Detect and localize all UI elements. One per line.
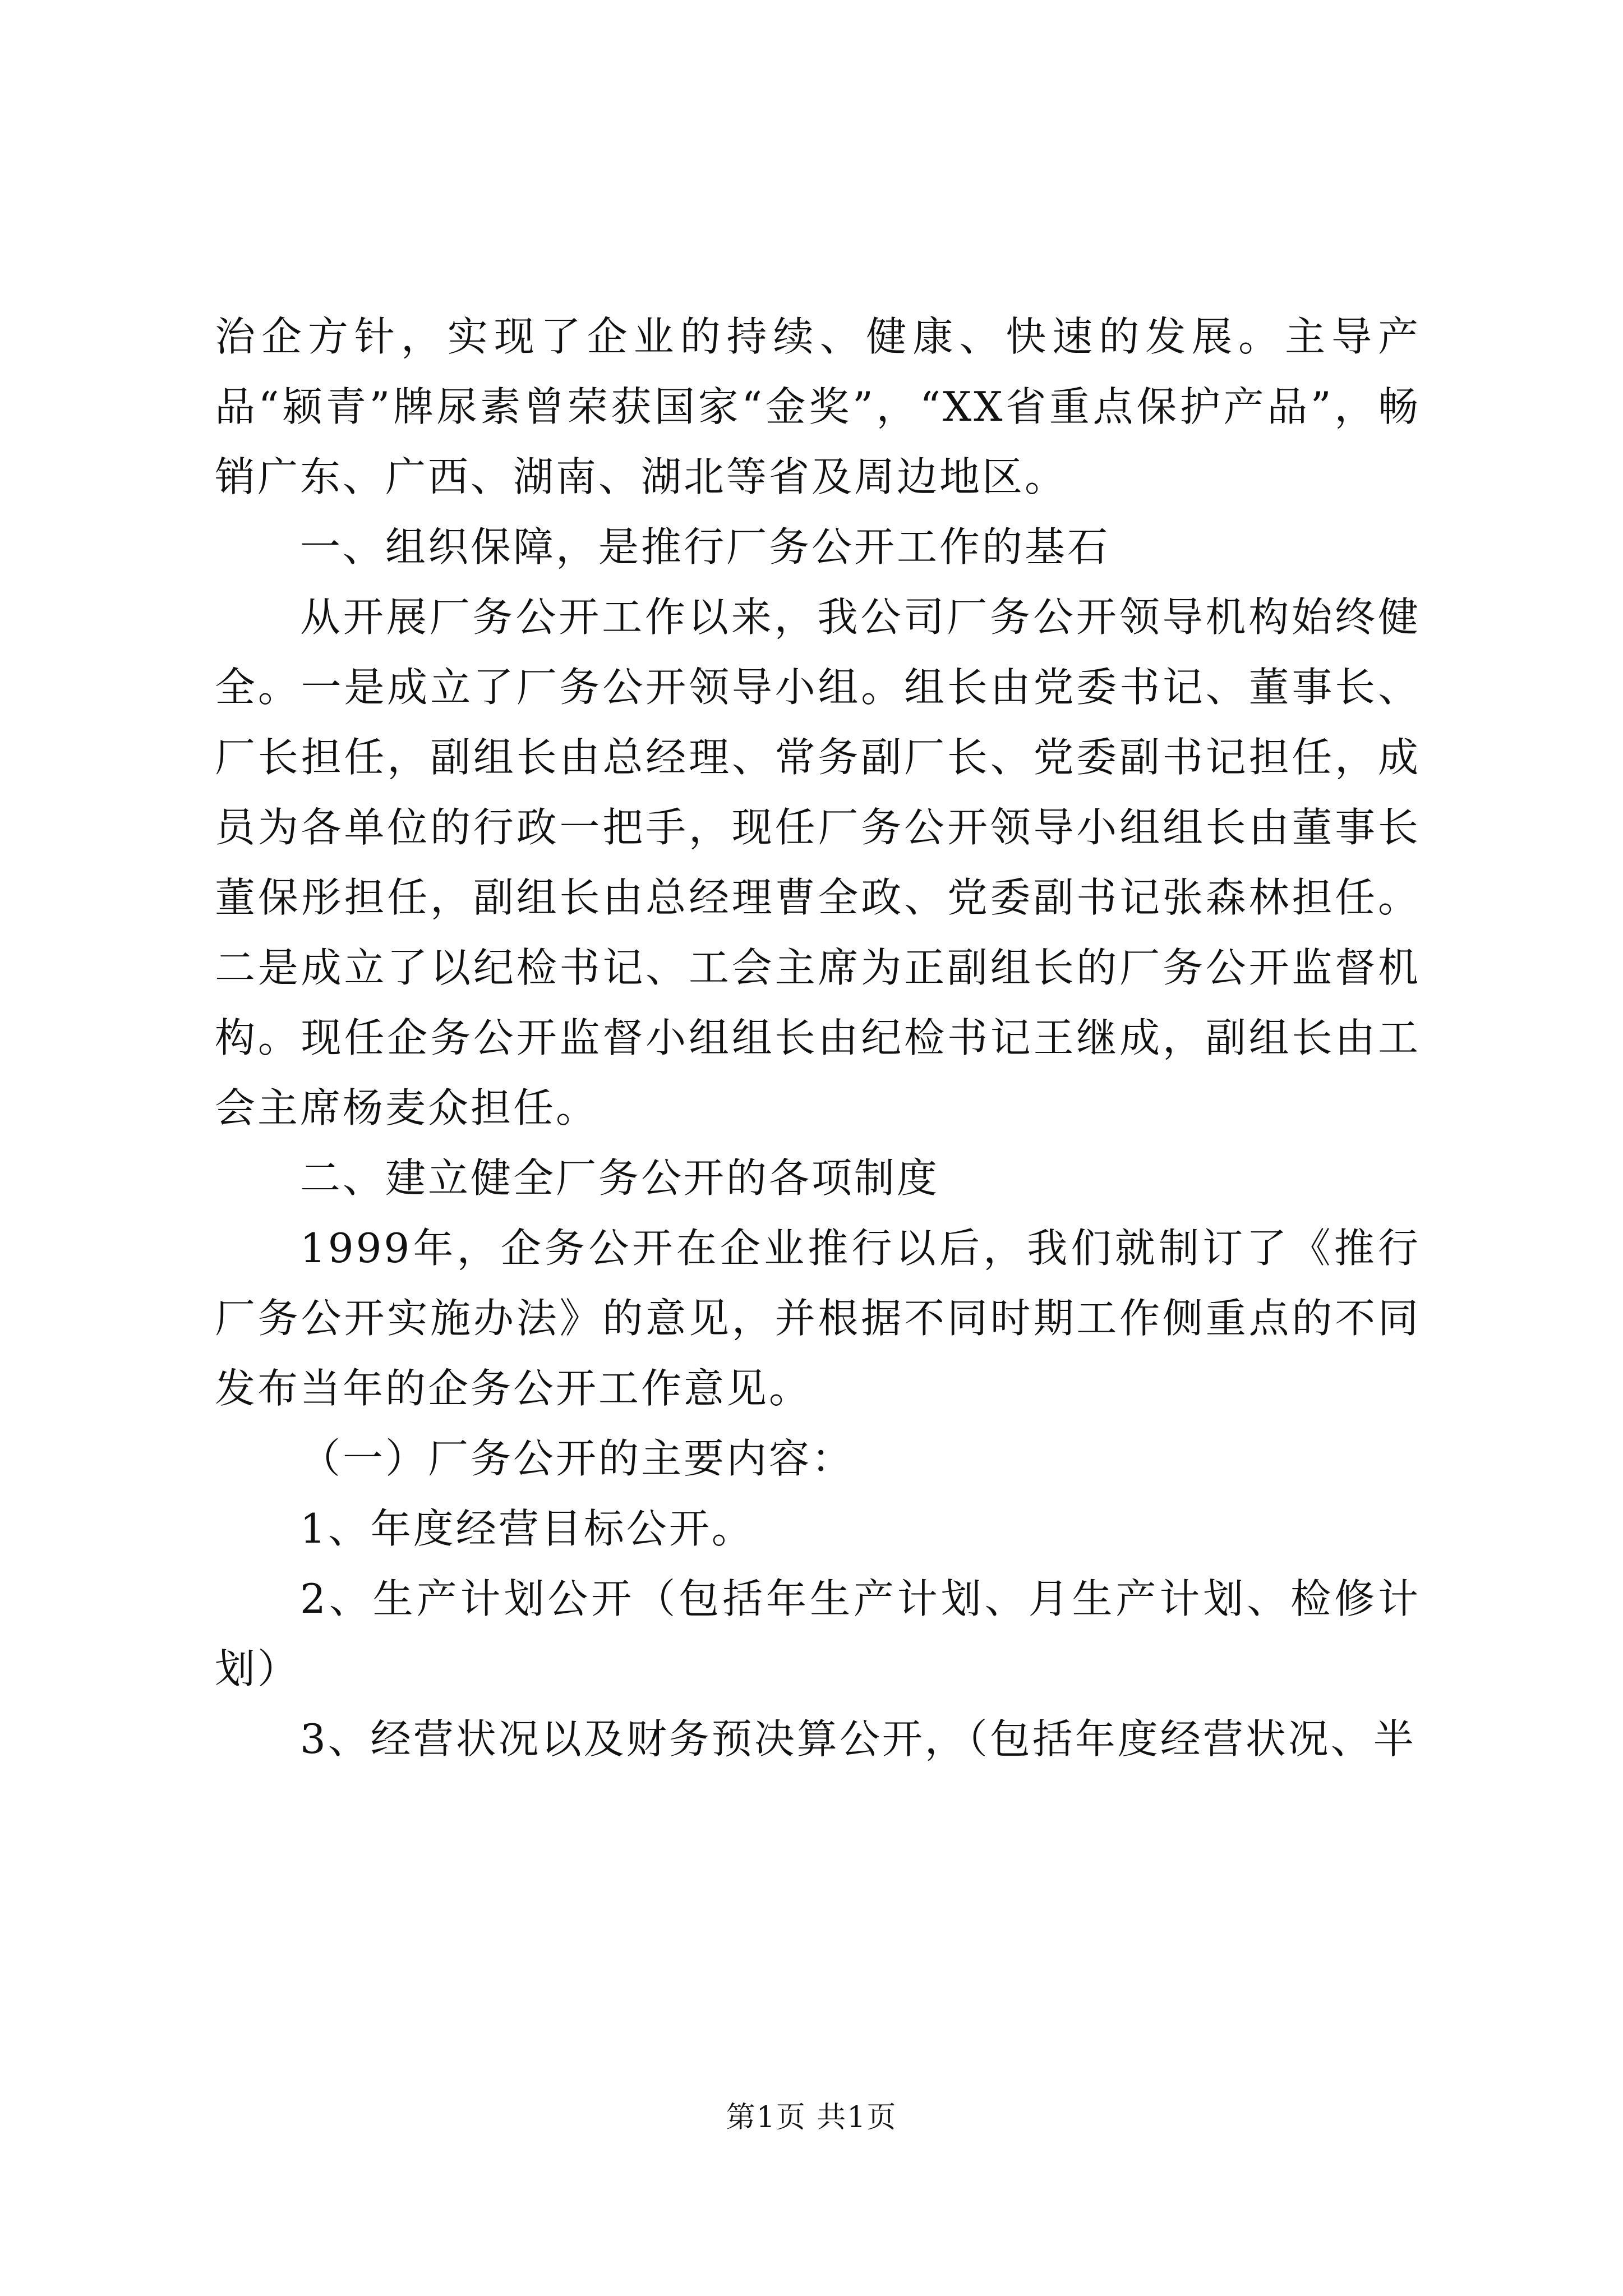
paragraph-1999: 1999年，企务公开在企业推行以后，我们就制订了《推行厂务公开实施办法》的意见，并根据不同时期工作侧重点的不同发布当年的企务公开工作意见。 xyxy=(215,1225,1421,1412)
page-footer: 第1页 共1页 xyxy=(726,2101,897,2134)
section-heading-2: 二、建立健全厂务公开的各项制度 xyxy=(300,1154,940,1202)
list-item-3: 3、经营状况以及财务预决算公开，（包括年度经营状况、半 xyxy=(300,1715,1416,1763)
paragraph-organization: 从开展厂务公开工作以来，我公司厂务公开领导机构始终健全。一是成立了厂务公开领导小组。组长由党委书记、董事长、厂长担任，副组长由总经理、常务副厂长、党委副书记担任，成员为各单位的行政一把手，现任厂务公开领导小组组长由董事长董保彤担任，副组长由总经理曹全政、党委副书记张森林担任。二是成立了以纪检书记、工会主席为正副组长的厂务公开监督机构。现任企务公开监督小组组长由纪检书记王继成，副组长由工会主席杨麦众担任。 xyxy=(215,593,1421,1131)
document-body xyxy=(215,302,1421,1774)
list-item-1: 1、年度经营目标公开。 xyxy=(300,1505,754,1552)
section-heading-1: 一、组织保障，是推行厂务公开工作的基石 xyxy=(300,523,1110,570)
list-item-2: 2、生产计划公开（包括年生产计划、月生产计划、检修计划） xyxy=(215,1575,1421,1692)
subsection-heading-1: （一）厂务公开的主要内容： xyxy=(300,1435,855,1482)
paragraph-intro: 治企方针，实现了企业的持续、健康、快速的发展。主导产品“颍青”牌尿素曾荣获国家“金奖”，“XX省重点保护产品”，畅销广东、广西、湖南、湖北等省及周边地区。 xyxy=(215,313,1421,500)
